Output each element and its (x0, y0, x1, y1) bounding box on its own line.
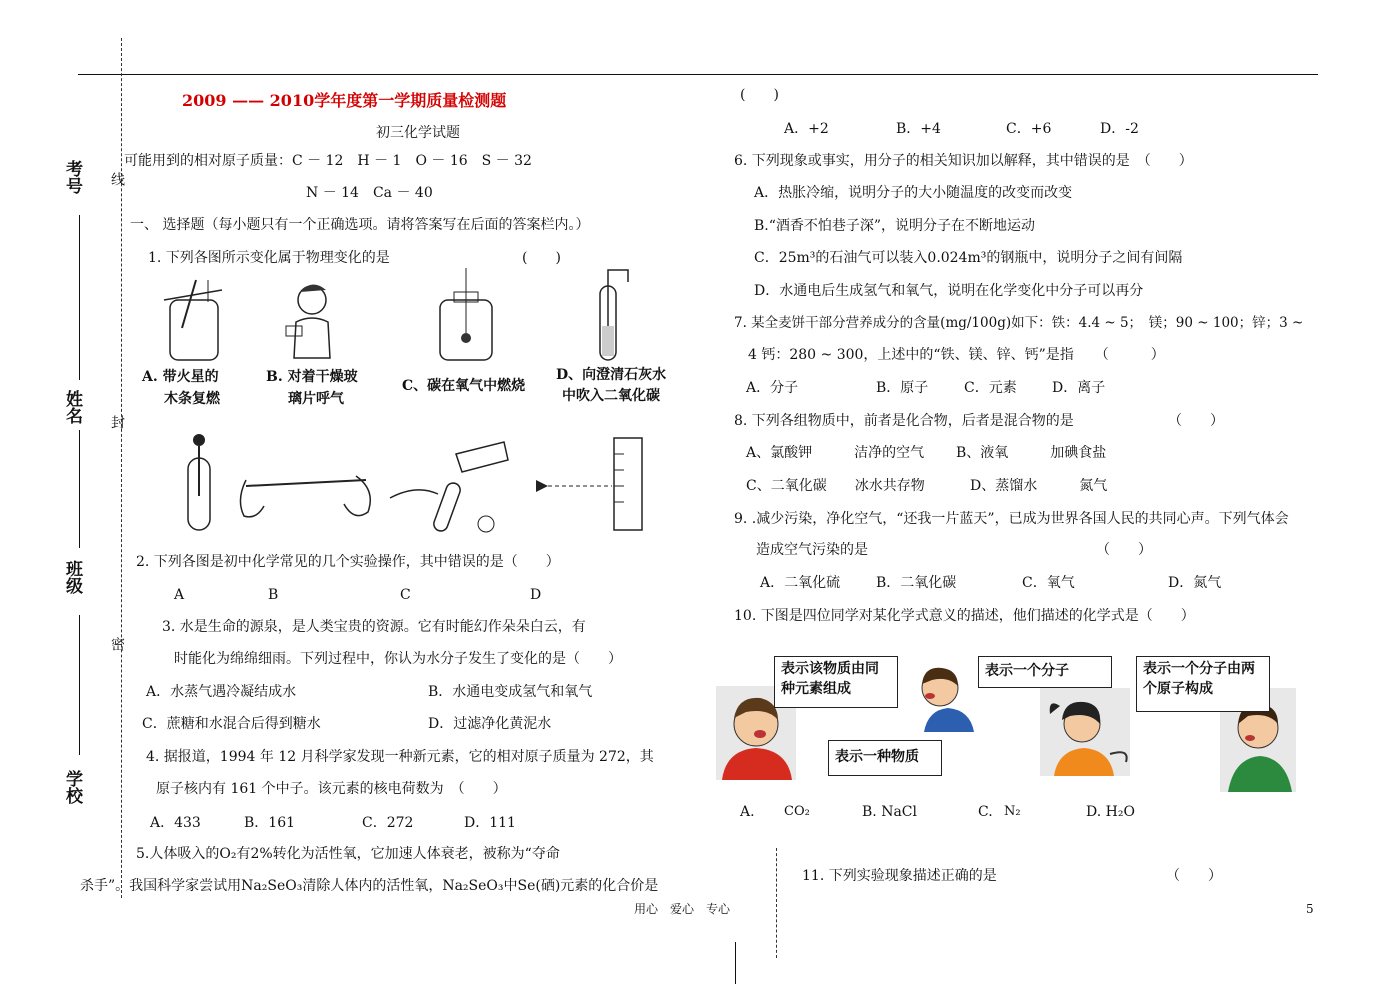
page-title: 2009 —— 2010学年度第一学期质量检测题 (182, 91, 507, 110)
center-lower-line (735, 942, 736, 984)
q3-option-a: A．水蒸气遇冷凝结成水 (146, 684, 297, 700)
atomic-masses-line-2: N － 14 Ca － 40 (306, 185, 433, 201)
q4-stem-line1: 4. 据报道，1994 年 12 月科学家发现一种新元素，它的相对原子质量为 272，其 (146, 749, 654, 765)
binding-dashed-line (121, 38, 122, 898)
q1-option-d-line1: D、向澄清石灰水 (556, 367, 667, 383)
q7-option-c: C．元素 (964, 380, 1017, 396)
q8-option-a: A、氯酸钾 洁净的空气 (746, 445, 925, 461)
q6-option-b: B.“酒香不怕巷子深”，说明分子在不断地运动 (754, 218, 1036, 234)
q10-student-3-girl (1040, 688, 1132, 776)
label-kaohao: 考号 (62, 160, 82, 194)
q8-paren: （ ） (1168, 413, 1224, 429)
q5-option-c: C．+6 (1006, 121, 1052, 137)
q5-option-d: D．-2 (1100, 121, 1139, 137)
q2-option-d: D (530, 587, 542, 603)
top-rule (78, 74, 1318, 75)
q5-option-a: A．+2 (784, 121, 829, 137)
footer-motto: 用心 爱心 专心 (634, 902, 731, 916)
q10-option-d: D. H₂O (1086, 804, 1135, 820)
q11-stem: 11. 下列实验现象描述正确的是 (802, 868, 997, 884)
q2-option-c: C (400, 587, 411, 603)
atomic-masses-line-1: 可能用到的相对原子质量：C － 12 H － 1 O － 16 S － 32 (124, 153, 532, 169)
q10-bubble-3: 表示一个分子 (978, 656, 1112, 688)
q9-stem-line2: 造成空气污染的是 (756, 542, 868, 558)
label-banji: 班级 (62, 560, 82, 594)
q10-bubble-4: 表示一个分子由两个原子构成 (1136, 656, 1270, 712)
q5-option-b: B．+4 (896, 121, 941, 137)
q5-stem-line1: 5.人体吸入的O₂有2%转化为活性氧，它加速人体衰老，被称为“夺命 (136, 846, 560, 862)
q4-option-d: D．111 (464, 815, 516, 831)
q4-stem-line2: 原子核内有 161 个中子。该元素的核电荷数为 （ ） (156, 781, 507, 797)
q1-option-d-line2: 中吹入二氧化碳 (562, 388, 660, 404)
q1-option-c: C、碳在氧气中燃烧 (402, 378, 526, 394)
q8-option-c: C、二氧化碳 冰水共存物 (746, 478, 925, 494)
label-feng: 封 (109, 415, 125, 429)
q7-option-d: D．离子 (1052, 380, 1106, 396)
q2-stem: 2. 下列各图是初中化学常见的几个实验操作，其中错误的是（ ） (136, 554, 560, 570)
q9-option-c: C．氧气 (1022, 575, 1075, 591)
q4-option-c: C．272 (362, 815, 414, 831)
q8-stem: 8. 下列各组物质中，前者是化合物，后者是混合物的是 (734, 413, 1074, 429)
q7-option-b: B．原子 (876, 380, 929, 396)
section-heading: 一、 选择题（每小题只有一个正确选项。请将答案写在后面的答案栏内。） (130, 217, 590, 233)
q1-option-a-line2: 木条复燃 (164, 391, 220, 407)
q6-option-c: C．25m³的石油气可以装入0.024m³的钢瓶中，说明分子之间有间隔 (754, 250, 1183, 266)
q10-option-c-label: C. (978, 804, 993, 820)
q1-stem: 1. 下列各图所示变化属于物理变化的是 (148, 250, 390, 266)
q9-stem-line1: 9. .减少污染，净化空气，“还我一片蓝天”，已成为世界各国人民的共同心声。下列气体会 (734, 511, 1289, 527)
q3-option-b: B．水通电变成氢气和氧气 (428, 684, 593, 700)
label-mi: 密 (109, 637, 125, 651)
q2-option-a: A (174, 587, 185, 603)
q3-option-d: D．过滤净化黄泥水 (428, 716, 552, 732)
center-dashed-line (776, 848, 777, 958)
q5-paren: ( ) (740, 87, 779, 103)
q10-student-2-boy-blue (906, 660, 976, 732)
q2-figure-b-tube-hands (236, 450, 376, 530)
q10-option-a-formula: CO₂ (784, 804, 810, 819)
subtitle: 初三化学试题 (376, 125, 460, 141)
q6-stem: 6. 下列现象或事实，用分子的相关知识加以解释，其中错误的是 （ ） (734, 153, 1193, 169)
q2-figure-a-dropper (184, 432, 224, 532)
q4-option-a: A．433 (150, 815, 201, 831)
q1-option-b-line2: 璃片呼气 (288, 391, 344, 407)
q8-option-b: B、液氧 加碘食盐 (956, 445, 1107, 461)
q1-paren: ( ) (522, 250, 561, 266)
label-xingming: 姓名 (62, 390, 82, 424)
page-number: 5 (1306, 902, 1314, 916)
q7-option-a: A．分子 (746, 380, 799, 396)
q9-paren: （ ） (1096, 542, 1152, 558)
q1-figure-c-jar (432, 266, 502, 366)
label-xuexiao: 学校 (62, 770, 82, 804)
q7-stem-line1: 7. 某全麦饼干部分营养成分的含量(mg/100g)如下：铁：4.4 ~ 5； 镁；90 ~ 100；锌；3 ~ (734, 315, 1304, 331)
q1-figure-a-jar (160, 278, 230, 368)
q5-stem-line2: 杀手”。我国科学家尝试用Na₂SeO₃清除人体内的活性氧，Na₂SeO₃中Se(硒)元素的化合价是 (80, 878, 659, 894)
q10-option-c-formula: N₂ (1004, 804, 1021, 819)
q10-stem: 10. 下图是四位同学对某化学式意义的描述，他们描述的化学式是（ ） (734, 608, 1195, 624)
q2-figure-d-cylinder (534, 434, 654, 534)
q6-option-a: A．热胀冷缩，说明分子的大小随温度的改变而改变 (754, 185, 1073, 201)
q1-option-a-line1: A. 带火星的 (142, 369, 219, 385)
kaohao-underline (79, 215, 80, 380)
q2-figure-c-pouring (386, 434, 516, 534)
q1-figure-b-girl (280, 278, 340, 368)
q9-option-a: A．二氧化硫 (760, 575, 841, 591)
q2-option-b: B (268, 587, 279, 603)
q9-option-b: B．二氧化碳 (876, 575, 957, 591)
q10-bubble-1: 表示该物质由同种元素组成 (774, 656, 898, 708)
q11-paren: （ ） (1166, 868, 1222, 884)
q6-option-d: D．水通电后生成氢气和氧气，说明在化学变化中分子可以再分 (754, 283, 1144, 299)
xingming-underline (79, 430, 80, 548)
q1-option-b-line1: B. 对着干燥玻 (266, 369, 358, 385)
q10-option-a-label: A. (740, 804, 755, 820)
q10-option-b: B. NaCl (862, 804, 917, 820)
q8-option-d: D、蒸馏水 氮气 (970, 478, 1108, 494)
q9-option-d: D．氮气 (1168, 575, 1222, 591)
q1-figure-d-tube (594, 266, 634, 366)
label-xian: 线 (109, 172, 125, 186)
q3-stem-line2: 时能化为绵绵细雨。下列过程中，你认为水分子发生了变化的是（ ） (174, 651, 622, 667)
q10-bubble-2: 表示一种物质 (828, 740, 942, 776)
q3-option-c: C．蔗糖和水混合后得到糖水 (142, 716, 321, 732)
q3-stem-line1: 3. 水是生命的源泉，是人类宝贵的资源。它有时能幻作朵朵白云，有 (162, 619, 586, 635)
banji-underline (79, 615, 80, 755)
q7-stem-line2: 4 钙：280 ~ 300，上述中的“铁、镁、锌、钙”是指 （ ） (748, 347, 1165, 363)
q4-option-b: B．161 (244, 815, 296, 831)
